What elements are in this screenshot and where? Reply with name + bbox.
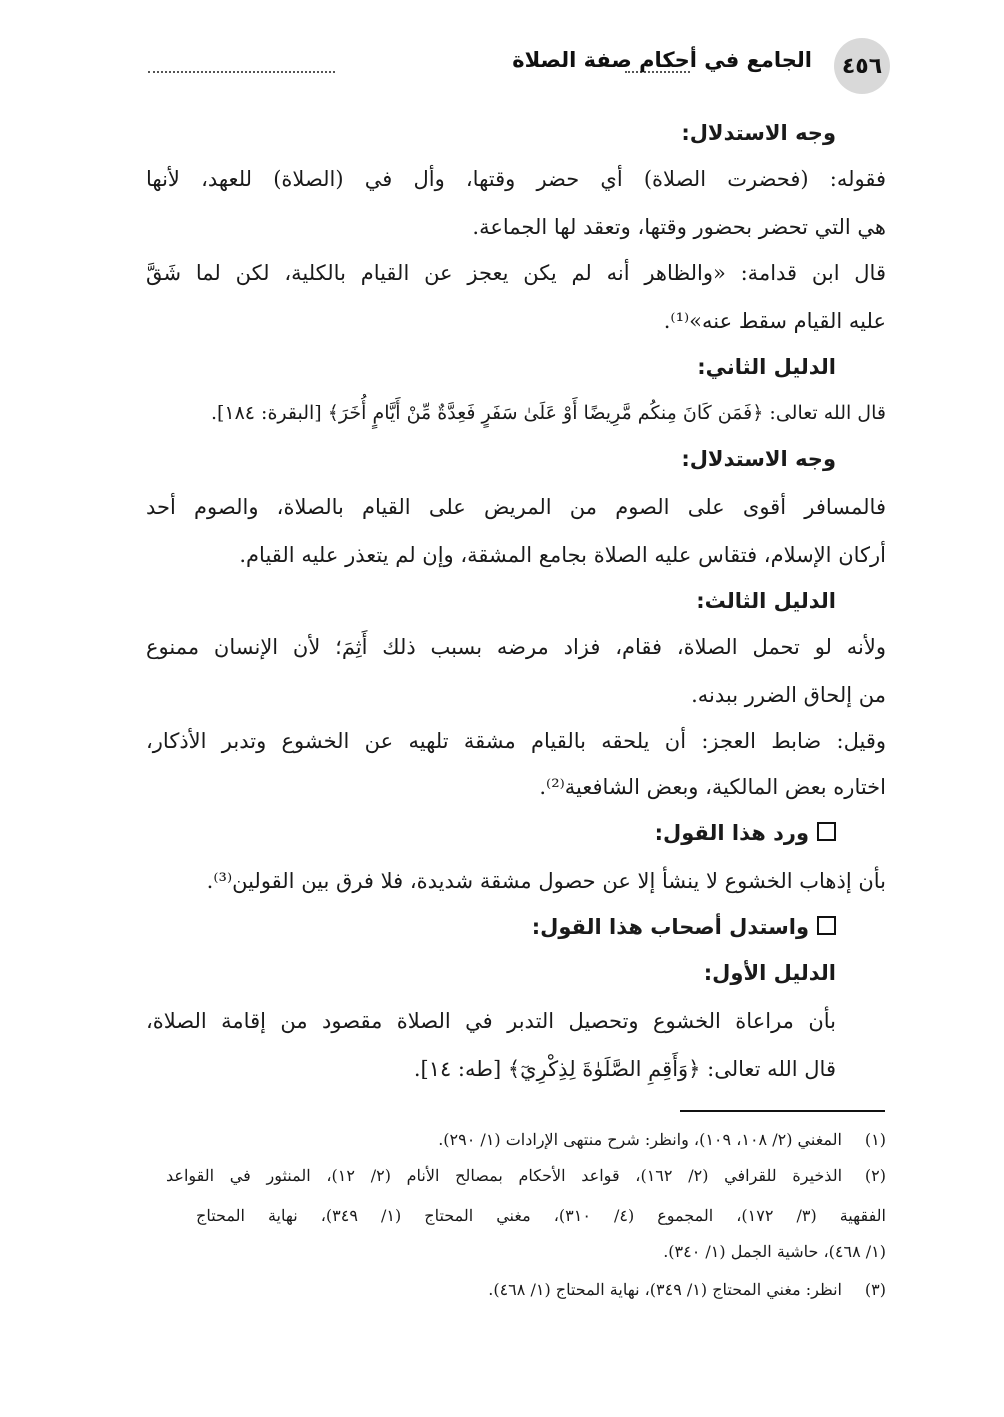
body-line: من إلحاق الضرر ببدنه.: [691, 683, 886, 707]
body-line: بأن إذهاب الخشوع لا ينشأ إلا عن حصول مشقة شديدة، فلا فرق بين القولين⁽³⁾.: [206, 869, 886, 893]
footnote-text: المغني (٢/ ١٠٨، ١٠٩)، وانظر: شرح منتهى الإرادات (١/ ٢٩٠).: [438, 1130, 842, 1149]
body-line: أركان الإسلام، فتقاس عليه الصلاة بجامع المشقة، وإن لم يتعذر عليه القيام.: [239, 543, 886, 567]
boxed-heading: [146, 818, 836, 848]
body-line: قال ابن قدامة: «والظاهر أنه لم يكن يعجز عن القيام بالكلية، لكن لما شَقَّ: [146, 261, 886, 285]
body-line: عليه القيام سقط عنه»⁽¹⁾.: [663, 309, 886, 333]
quran-citation-line: قال الله تعالى: ﴿وَأَقِمِ الصَّلَوٰةَ لِذِكْرِيٓ﴾ [طه: ١٤].: [413, 1057, 836, 1081]
body-line: اختاره بعض المالكية، وبعض الشافعية⁽²⁾.: [539, 775, 886, 799]
body-line: بأن مراعاة الخشوع وتحصيل التدبر في الصلاة مقصود من إقامة الصلاة،: [146, 1009, 836, 1033]
body-line: وقيل: ضابط العجز: أن يلحقه بالقيام مشقة تلهيه عن الخشوع وتدبر الأذكار،: [146, 729, 886, 753]
footnote: [166, 1164, 886, 1188]
footnote-number: (٢): [864, 1166, 887, 1185]
page-number: ٤٥٦: [834, 38, 890, 94]
footnote-number: (٣): [864, 1280, 886, 1299]
section-heading: وجه الاستدلال:: [681, 447, 836, 471]
quran-citation-line: قال الله تعالى: ﴿فَمَن كَانَ مِنكُم مَّرِيضًا أَوْ عَلَىٰ سَفَرٍ فَعِدَّةٌ مِّنْ أَيَّامٍ أُخَرَ﴾ [البقرة: ١٨٤].: [210, 402, 886, 424]
footnote-number: (١): [864, 1130, 886, 1149]
boxed-heading: [146, 912, 836, 942]
page-header: [140, 38, 890, 100]
boxed-heading-label: ورد هذا القول:: [654, 821, 809, 845]
footnote-text: انظر: مغني المحتاج (١/ ٣٤٩)، نهاية المحتاج (١/ ٤٦٨).: [488, 1280, 842, 1299]
running-title: الجامع في أحكام صفة الصلاة: [512, 48, 812, 72]
footnote: [166, 1278, 886, 1302]
body-line: فقوله: (فحضرت الصلاة) أي حضر وقتها، وأل في (الصلاة) للعهد، لأنها: [146, 167, 886, 191]
section-heading: الدليل الثالث:: [696, 589, 836, 613]
footnote: [166, 1128, 886, 1152]
footnote-separator: [680, 1110, 885, 1112]
body-line: هي التي تحضر بحضور وقتها، وتعقد لها الجماعة.: [472, 215, 886, 239]
section-heading: الدليل الثاني:: [697, 355, 836, 379]
checkbox-square-icon: [817, 916, 836, 935]
footnote-continuation: (١/ ٤٦٨)، حاشية الجمل (١/ ٣٤٠).: [663, 1242, 886, 1261]
footnote-continuation: الفقهية (٣/ ١٧٢)، المجموع (٤/ ٣١٠)، مغني المحتاج (١/ ٣٤٩)، نهاية المحتاج: [196, 1206, 887, 1225]
section-heading: الدليل الأول:: [703, 961, 836, 985]
header-dotted-rule: [148, 71, 335, 73]
body-line: ولأنه لو تحمل الصلاة، فقام، فزاد مرضه بسبب ذلك أَثِمَ؛ لأن الإنسان ممنوع: [146, 635, 886, 659]
body-line: فالمسافر أقوى على الصوم من المريض على القيام بالصلاة، والصوم أحد: [146, 495, 886, 519]
section-heading: وجه الاستدلال:: [681, 121, 836, 145]
boxed-heading-label: واستدل أصحاب هذا القول:: [531, 915, 809, 939]
checkbox-square-icon: [817, 822, 836, 841]
footnote-text: الذخيرة للقرافي (٢/ ١٦٢)، قواعد الأحكام بمصالح الأنام (٢/ ١٢)، المنثور في القواعد: [166, 1166, 843, 1185]
